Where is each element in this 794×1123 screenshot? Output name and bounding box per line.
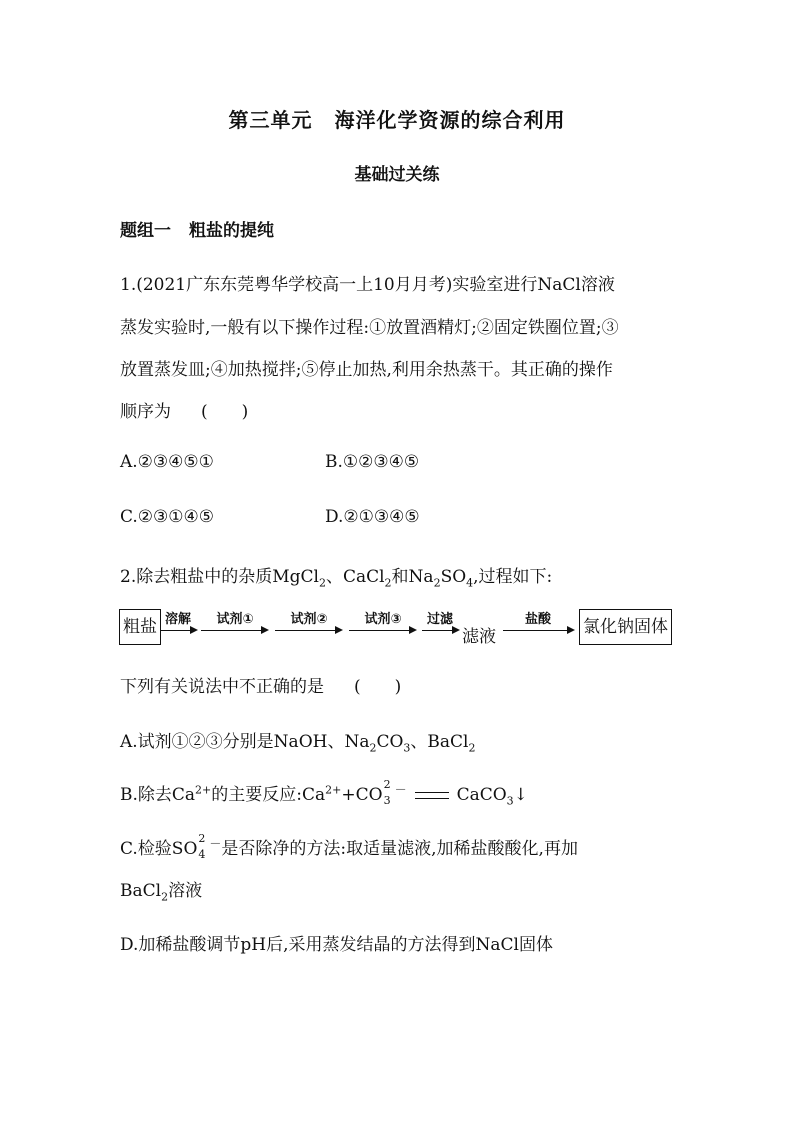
q2-stem-text: ,过程如下: [473,567,553,587]
unit-topic: 海洋化学资源的综合利用 [334,108,566,132]
flow-step-label: 过滤 [426,612,453,627]
unit-label: 第三单元 [228,108,313,132]
q1-line-1: 1.(2021广东东莞粤华学校高一上10月月考)实验室进行NaCl溶液 [120,275,615,295]
flow-step-label: 溶解 [164,612,191,627]
flow-arrow [349,630,415,631]
flow-step-label: 试剂③ [364,612,402,627]
q2-stem [120,562,552,589]
flow-arrow [160,630,196,631]
flow-intermediate: 滤液 [462,627,496,647]
equals-sign-icon [415,792,449,799]
carbonate-ion-script [383,777,395,808]
ion-superscript: 2 [383,777,391,791]
section-title: 粗盐的提纯 [189,221,274,241]
q2-option-c-text: 是否除净的方法:取适量滤液,加稀盐酸酸化,再加 [221,839,578,859]
q2-option-a-sub: 2 [369,741,377,755]
ion-charge: － [394,782,407,797]
flow-arrow [503,630,573,631]
ion-subscript: 3 [383,793,391,807]
q2-option-b-text: 的主要反应:Ca [211,785,326,805]
flow-arrow [422,630,458,631]
q1-line-4-text: 顺序为 [120,402,171,422]
q1-option-d[interactable]: D.②①③④⑤ [325,507,420,527]
q2-stem-text: 2.除去粗盐中的杂质MgCl [120,567,319,587]
flow-step-label: 试剂① [216,612,254,627]
q2-stem-text: SO [440,567,467,587]
ion-superscript: 2 [198,831,206,845]
q2-option-b-sub: 3 [506,794,514,808]
q2-ask-text: 下列有关说法中不正确的是 [120,677,324,697]
page-subtitle: 基础过关练 [354,165,440,185]
q2-stem-text: 、CaCl [325,567,385,587]
flow-start-box: 粗盐 [119,609,161,645]
flow-arrow [275,630,341,631]
flow-step-label: 试剂② [290,612,328,627]
q2-option-b-product: CaCO [456,785,507,805]
flow-arrow [201,630,267,631]
q2-option-b-text: B.除去Ca [120,785,196,805]
q1-option-b[interactable]: B.①②③④⑤ [325,452,420,472]
q2-option-a[interactable] [120,727,476,754]
q2-stem-sub: 4 [466,576,474,590]
q2-option-c-text: BaCl [120,881,162,901]
q2-option-a-sub: 2 [468,741,476,755]
q2-option-d[interactable]: D.加稀盐酸调节pH后,采用蒸发结晶的方法得到NaCl固体 [120,935,553,955]
q2-option-b-text: +CO [341,785,383,805]
flow-step-label: 盐酸 [524,612,551,627]
q1-option-a[interactable]: A.②③④⑤① [120,452,214,472]
q2-option-c-sub: 2 [161,890,169,904]
q2-answer-paren: ( ) [354,677,402,697]
precipitate-arrow-icon: ↓ [513,785,528,805]
q1-line-3: 放置蒸发皿;④加热搅拌;⑤停止加热,利用余热蒸干。其正确的操作 [120,360,613,380]
q2-option-b-sup: 2+ [195,783,212,797]
q2-ask [120,672,414,697]
q2-option-b-sup: 2+ [325,783,342,797]
page-title [0,104,794,133]
q2-stem-sub: 2 [433,576,441,590]
q2-option-a-text: 、BaCl [410,732,469,752]
q2-option-a-sub: 3 [403,741,411,755]
q1-line-4 [120,397,261,422]
sulfate-ion-script [197,831,209,862]
flow-end-box: 氯化钠固体 [579,609,672,645]
q2-option-c[interactable] [120,831,578,862]
section-label: 题组一 [120,221,171,241]
q2-stem-text: 和Na [391,567,434,587]
q2-stem-sub: 2 [318,576,326,590]
q1-option-c[interactable]: C.②③①④⑤ [120,507,215,527]
q2-option-c-text: 溶液 [168,881,203,901]
q2-stem-sub: 2 [384,576,392,590]
ion-charge: － [209,836,222,851]
q2-option-c-text: C.检验SO [120,839,198,859]
purification-flow-diagram [119,606,679,650]
q2-option-a-text: A.试剂①②③分别是NaOH、Na [120,732,370,752]
q2-option-a-text: CO [376,732,404,752]
q1-answer-paren: ( ) [201,402,249,422]
q1-line-2: 蒸发实验时,一般有以下操作过程:①放置酒精灯;②固定铁圈位置;③ [120,318,619,338]
ion-subscript: 4 [198,847,206,861]
q2-option-b[interactable] [120,777,528,808]
q2-option-c-line-2 [120,876,202,903]
section-heading [120,216,274,241]
